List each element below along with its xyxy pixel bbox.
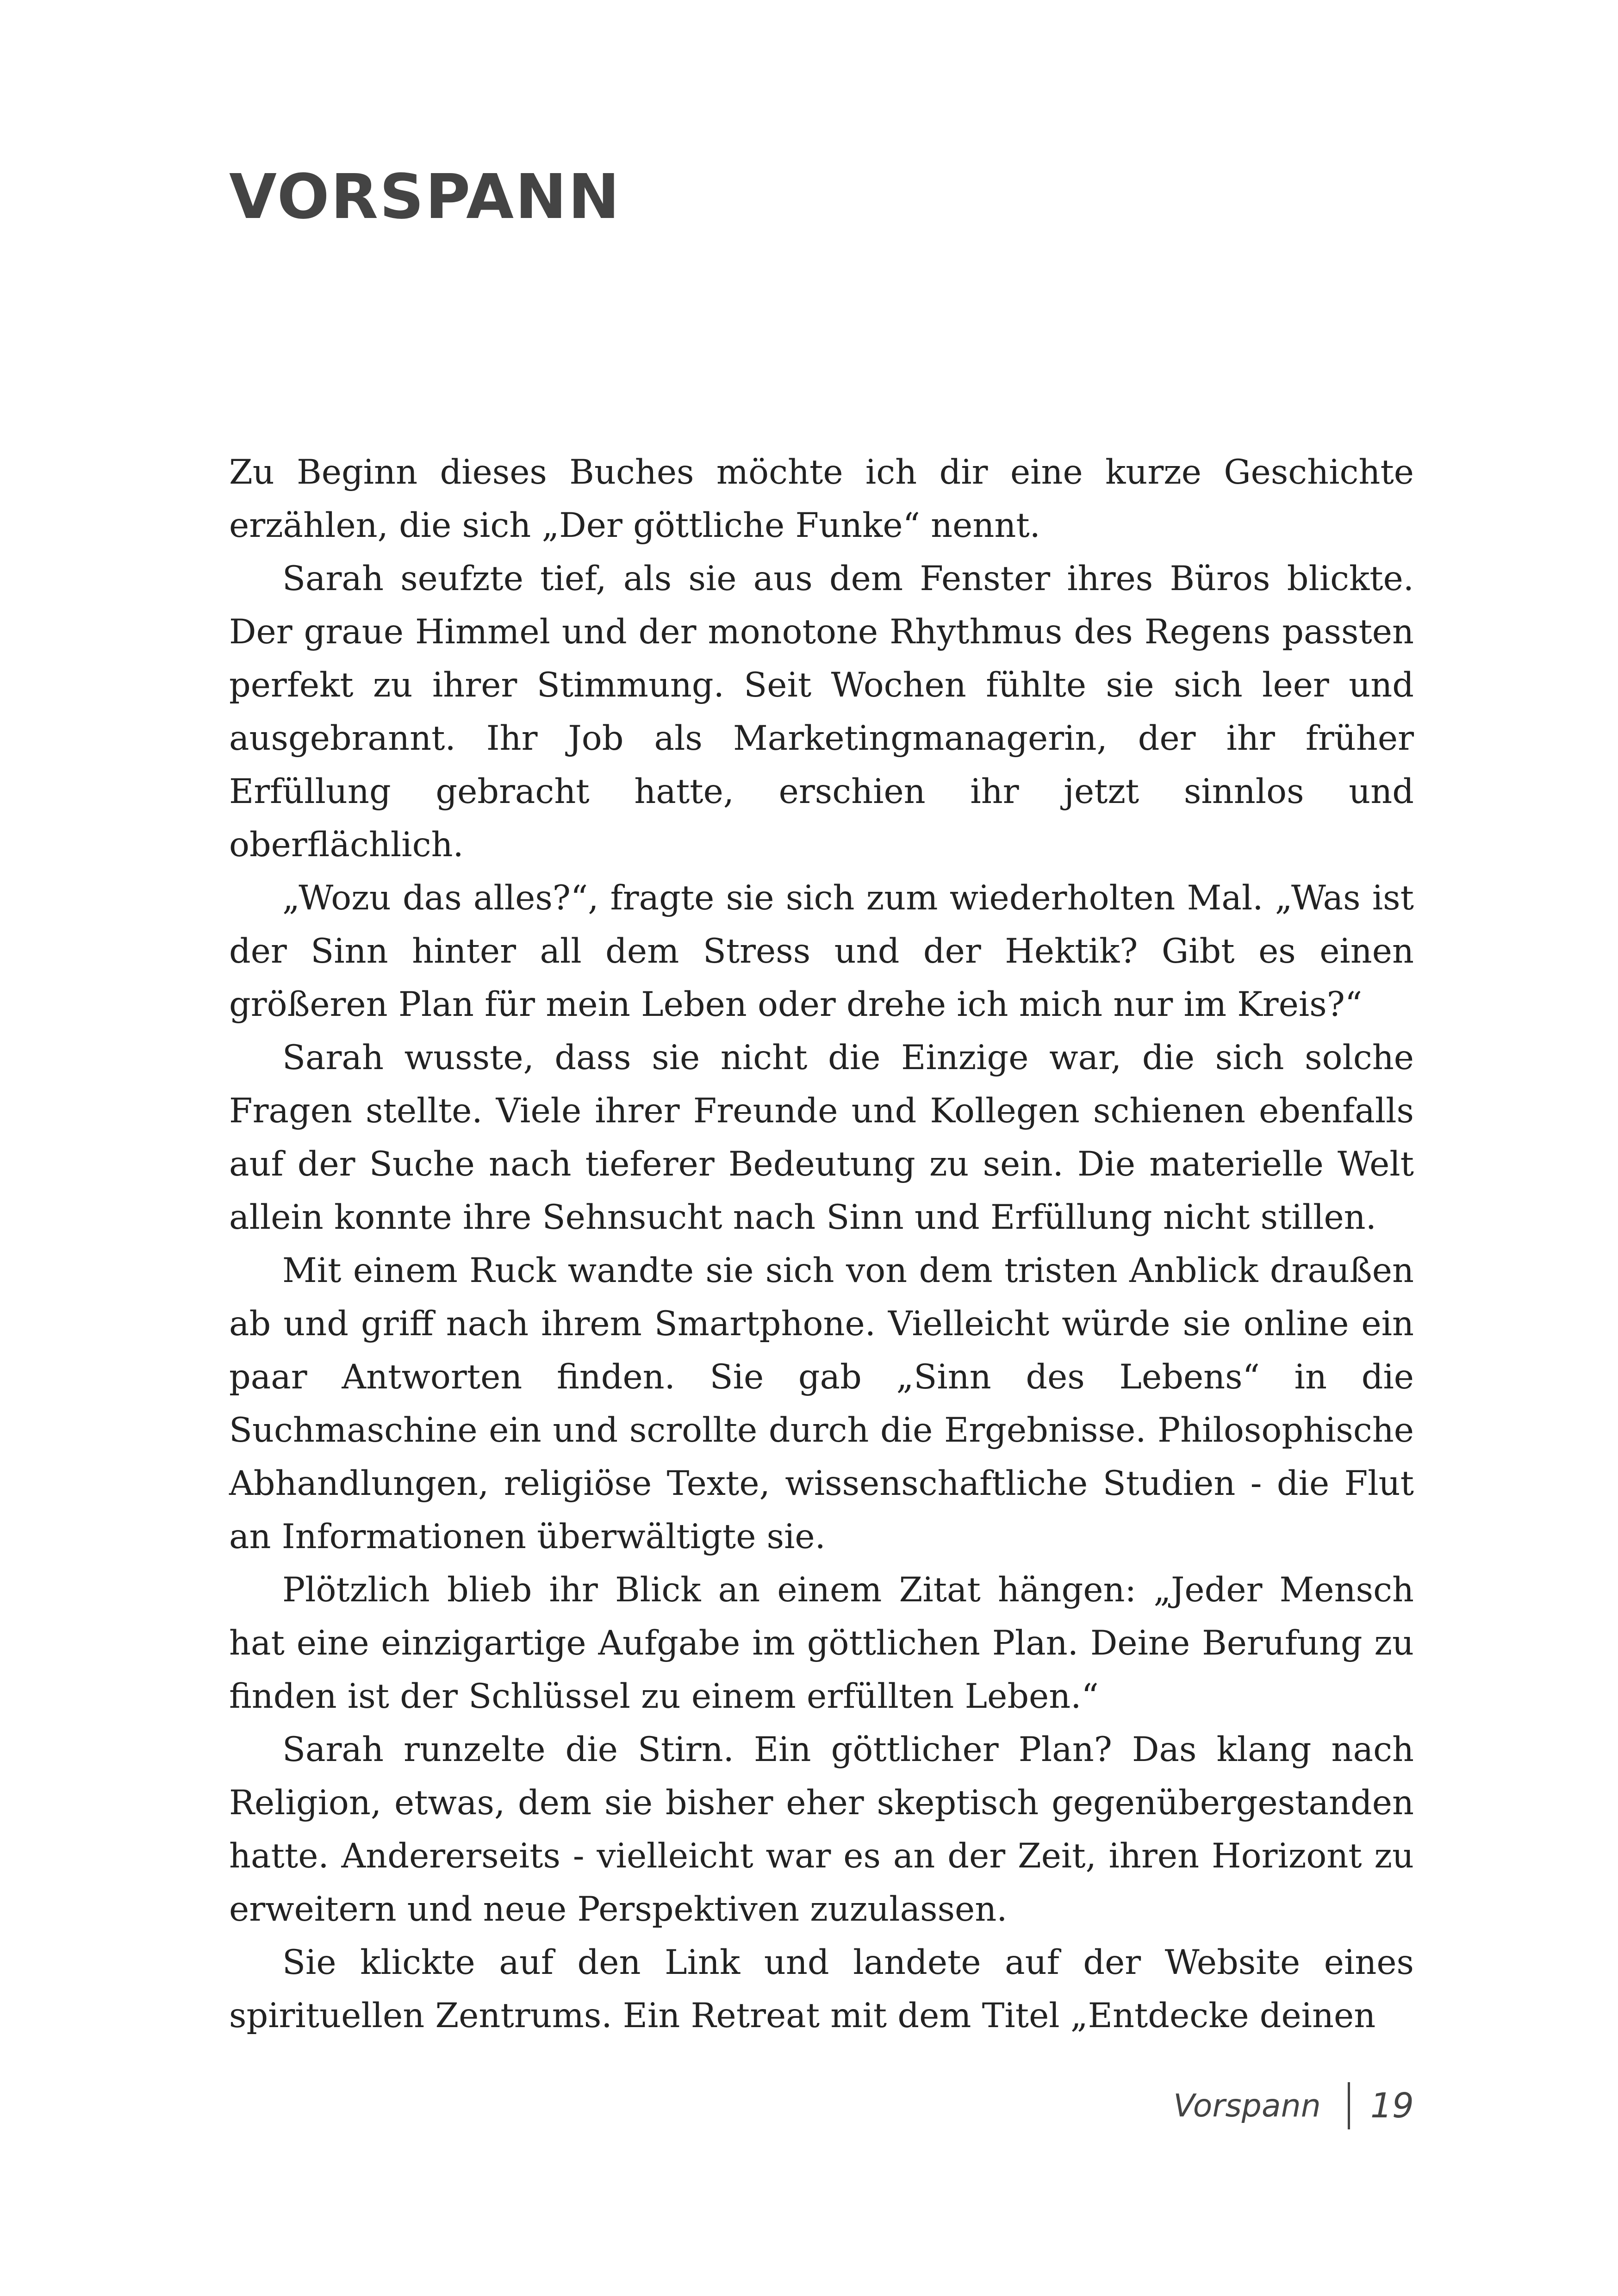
paragraph-8: Sie klickte auf den Link und landete auf der Website eines spirituellen Zentrums. Ein Retreat mit dem Titel „Entdecke deinen [229, 1943, 1414, 2035]
page-number: 19 [1370, 2086, 1414, 2126]
paragraph-6: Plötzlich blieb ihr Blick an einem Zitat hängen: „Jeder Mensch hat eine einzigartige Aufgabe im göttlichen Plan. Deine Berufung zu finden ist der Schlüssel zu einem erfüllten Leben.“ [229, 1570, 1414, 1716]
body-text [229, 446, 1414, 2042]
paragraph-7: Sarah runzelte die Stirn. Ein göttlicher Plan? Das klang nach Religion, etwas, dem sie bisher eher skeptisch gegenübergestanden hatte. Andererseits - vielleicht war es an der Zeit, ihren Horizont zu erweitern und neue Perspektiven zuzulassen. [229, 1730, 1414, 1929]
chapter-title: VORSPANN [229, 162, 621, 233]
paragraph-5: Mit einem Ruck wandte sie sich von dem tristen Anblick draußen ab und griff nach ihrem Smartphone. Vielleicht würde sie online ein paar Antworten finden. Sie gab „Sinn des Lebens“ in die Suchmaschine ein und scrollte durch die Ergebnisse. Philosophische Abhandlungen, religiöse Texte, wissenschaftliche Studien - die Flut an Informationen überwältigte sie. [229, 1251, 1414, 1556]
paragraph-3: „Wozu das alles?“, fragte sie sich zum wiederholten Mal. „Was ist der Sinn hinter all dem Stress und der Hektik? Gibt es einen größeren Plan für mein Leben oder drehe ich mich nur im Kreis?“ [229, 878, 1414, 1024]
paragraph-1: Zu Beginn dieses Buches möchte ich dir eine kurze Geschichte erzählen, die sich „Der göttliche Funke“ nennt. [229, 453, 1414, 545]
page-footer [1173, 2080, 1414, 2131]
paragraph-4: Sarah wusste, dass sie nicht die Einzige war, die sich solche Fragen stellte. Viele ihrer Freunde und Kollegen schienen ebenfalls auf der Suche nach tieferer Bedeutung zu sein. Die materielle Welt allein konnte ihre Sehnsucht nach Sinn und Erfüllung nicht stillen. [229, 1038, 1414, 1237]
footer-divider [1348, 2082, 1350, 2129]
paragraph-2: Sarah seufzte tief, als sie aus dem Fenster ihres Büros blickte. Der graue Himmel und der monotone Rhythmus des Regens passten perfekt zu ihrer Stimmung. Seit Wochen fühlte sie sich leer und ausgebrannt. Ihr Job als Marketingmanagerin, der ihr früher Erfüllung gebracht hatte, erschien ihr jetzt sinnlos und oberflächlich. [229, 559, 1414, 865]
running-footer-section: Vorspann [1173, 2087, 1321, 2124]
